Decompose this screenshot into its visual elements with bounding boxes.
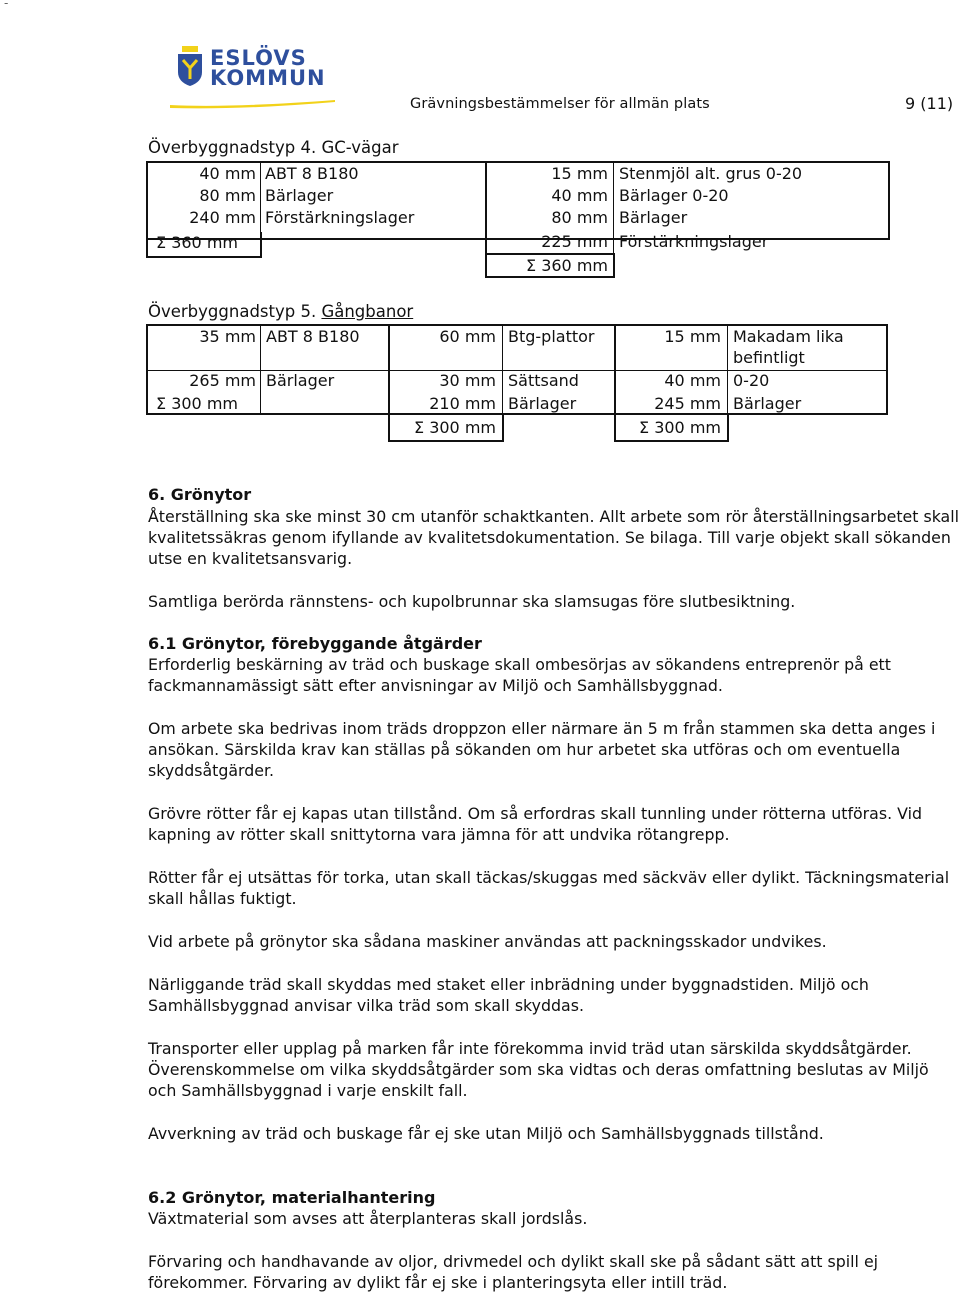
gang-heading-name: Gångbanor — [321, 302, 414, 321]
gc-right-mm: 40 mm — [551, 186, 608, 205]
eslovs-kommun-logo — [170, 40, 340, 110]
gc-right-desc: Stenmjöl alt. grus 0-20 — [619, 164, 803, 183]
section-6-2-paragraph: Växtmaterial som avses att återplanteras skall jordslås. — [148, 1209, 588, 1228]
gang-col3-left-edge — [614, 325, 616, 414]
gc-left-desc: Förstärkningslager — [265, 208, 415, 227]
section-6-paragraph: Samtliga berörda rännstens- och kupolbrunnar ska slamsugas före slutbesiktning. — [148, 592, 796, 611]
section-6-2-paragraph: Förvaring och handhavande av oljor, drivmedel och dylikt skall ske på sådant sätt att spill ej förekommer. Förvaring av dylikt får ej ske i planteringsyta eller intill träd. — [148, 1252, 879, 1292]
gang-col1-sum: Σ 300 mm — [156, 394, 238, 413]
gang-col1-divider — [260, 325, 261, 414]
gc-left-mm: 80 mm — [199, 186, 256, 205]
gc-left-desc: Bärlager — [265, 186, 334, 205]
section-6-1-paragraph: Rötter får ej utsättas för torka, utan skall täckas/skuggas med säckväv eller dylikt. Täckningsmaterial skall hållas fuktigt. — [148, 868, 950, 908]
section-6-1-paragraph: Närliggande träd skall skyddas med staket eller inbrädning under byggnadstiden. Miljö och Samhällsbyggnad anvisar vilka träd som skall skyddas. — [148, 975, 869, 1015]
gang-col3-desc: 0-20 — [733, 371, 770, 390]
page-number: 9 (11) — [905, 94, 954, 113]
gang-col3-desc: befintligt — [733, 348, 805, 367]
section-6-1-paragraph: Vid arbete på grönytor ska sådana maskiner användas att packningsskador undvikes. — [148, 932, 827, 951]
gang-col2-mm: 60 mm — [439, 327, 496, 346]
gang-col3-sum: Σ 300 mm — [639, 418, 721, 437]
gang-heading-prefix: Överbyggnadstyp 5. — [148, 302, 322, 321]
gang-col2-desc: Sättsand — [508, 371, 579, 390]
corner-mark: - — [4, 0, 9, 10]
gang-col1-desc: Bärlager — [266, 371, 335, 390]
logo-swoosh — [170, 96, 335, 110]
gang-col3-desc: Bärlager — [733, 394, 802, 413]
section-6-1-paragraph: Grövre rötter får ej kapas utan tillstånd. Om så erfordras skall tunnling under rötterna utföras. Vid kapning av rötter skall snittytorna vara jämna för att undvika rötangrepp. — [148, 804, 923, 844]
gang-col2-desc: Bärlager — [508, 394, 577, 413]
section-6-2-title: 6.2 Grönytor, materialhantering — [148, 1188, 436, 1207]
logo-text-line1: ESLÖVS — [210, 46, 307, 70]
gc-right-desc: Bärlager 0-20 — [619, 186, 729, 205]
gang-heading — [148, 302, 413, 321]
gang-col2-mm: 30 mm — [439, 371, 496, 390]
logo-text-line2: KOMMUN — [210, 66, 326, 90]
gc-right-mm: 80 mm — [551, 208, 608, 227]
gc-right-sum: Σ 360 mm — [526, 256, 608, 275]
section-6-title: 6. Grönytor — [148, 485, 252, 504]
header-title: Grävningsbestämmelser för allmän plats — [410, 96, 710, 112]
gang-col2-mm: 210 mm — [429, 394, 496, 413]
gang-col2-desc: Btg-plattor — [508, 327, 595, 346]
gang-col1-desc: ABT 8 B180 — [266, 327, 360, 346]
gang-col3-mm: 245 mm — [654, 394, 721, 413]
gang-col3-mm: 15 mm — [664, 327, 721, 346]
gang-col3-mm: 40 mm — [664, 371, 721, 390]
section-6-1-paragraph: Avverkning av träd och buskage får ej ske utan Miljö och Samhällsbyggnads tillstånd. — [148, 1124, 824, 1143]
gc-left-sum: Σ 360 mm — [156, 233, 238, 252]
section-6-1-title: 6.1 Grönytor, förebyggande åtgärder — [148, 634, 482, 653]
coat-of-arms-icon — [176, 46, 204, 86]
section-6-paragraph: Återställning ska ske minst 30 cm utanför schaktkanten. Allt arbete som rör återställningsarbetet skall kvalitetssäkras genom ifyllande av kvalitetsdokumentation. Se bilaga. Till varje objekt skall sökanden utse en kvalitetsansvarig. — [148, 507, 960, 568]
gc-left-desc: ABT 8 B180 — [265, 164, 359, 183]
gc-left-mm: 240 mm — [189, 208, 256, 227]
gang-col3-desc: Makadam lika — [733, 327, 844, 346]
section-6-1-paragraph: Transporter eller upplag på marken får inte förekomma invid träd utan särskilda skyddsåtgärder. Överenskommelse om vilka skyddsåtgärder som ska vidtas och deras omfattning beslutas av Miljö och Samhällsbyggnad i varje enskilt fall. — [148, 1039, 929, 1100]
gc-heading: Överbyggnadstyp 4. GC-vägar — [148, 138, 399, 157]
section-6-1-paragraph: Om arbete ska bedrivas inom träds droppzon eller närmare än 5 m från stammen ska detta anges i ansökan. Särskilda krav kan ställas på sökanden om hur arbetet ska utföras och om eventuella skyddsåtgärder. — [148, 719, 936, 780]
section-6-1-paragraph: Erforderlig beskärning av träd och buskage skall ombesörjas av sökandens entreprenör på ett fackmannamässigt sätt efter anvisningar av Miljö och Samhällsbyggnad. — [148, 655, 891, 695]
gc-right-desc: Förstärkningslager — [619, 232, 769, 251]
gc-left-mm: 40 mm — [199, 164, 256, 183]
gc-right-mm: 15 mm — [551, 164, 608, 183]
gang-col1-end — [388, 325, 390, 414]
gang-col2-sum: Σ 300 mm — [414, 418, 496, 437]
gc-right-desc: Bärlager — [619, 208, 688, 227]
gc-right-mm: 225 mm — [541, 232, 608, 251]
gang-col1-mm: 35 mm — [199, 327, 256, 346]
gang-col1-mm: 265 mm — [189, 371, 256, 390]
